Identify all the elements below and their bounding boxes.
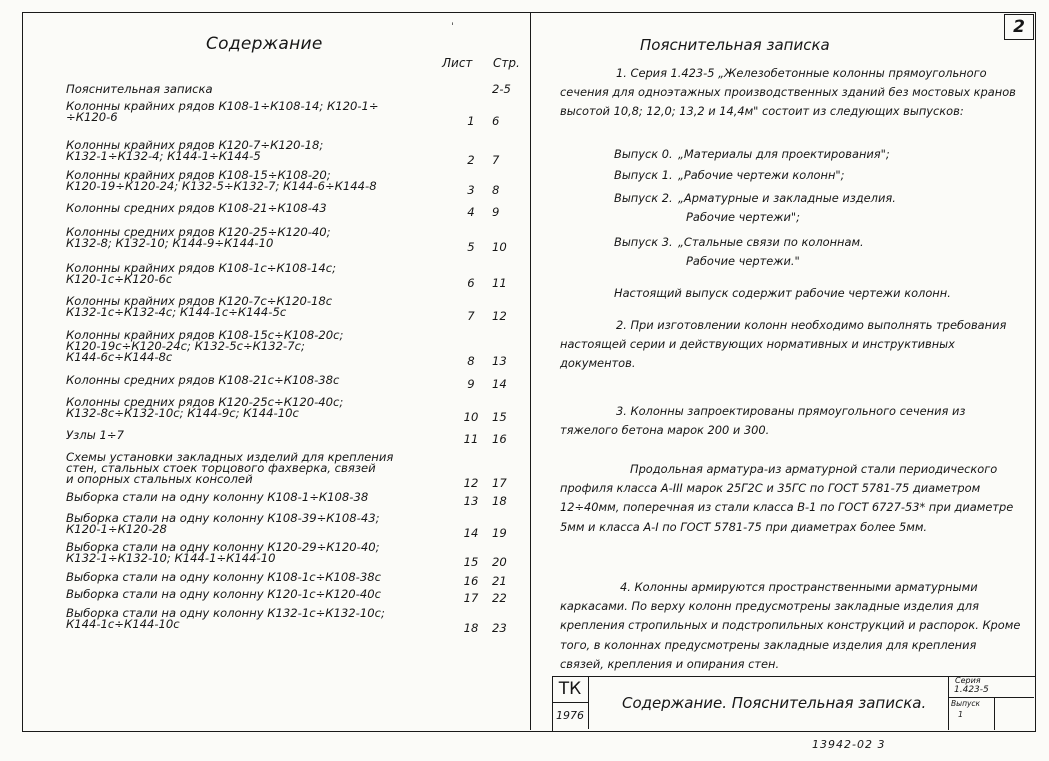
issue-1-text: „Рабочие чертежи колонн";: [678, 168, 845, 182]
toc-row-text: Колонны крайних рядов К120-7с÷К120-18с К132-1с÷К132-4с; К144-1с÷К144-5с: [66, 294, 333, 319]
note-title: Пояснительная записка: [640, 36, 830, 54]
stamp-year: 1976: [552, 703, 589, 729]
toc-row-page: 14: [492, 377, 507, 391]
stamp-divider: [948, 697, 1034, 698]
note-p3: 3. Колонны запроектированы прямоугольного сечения из тяжелого бетона марок 200 и 300.: [560, 404, 966, 438]
toc-row-page: 23: [492, 621, 507, 635]
toc-row-sheet: 7: [467, 309, 475, 323]
toc-row-page: 17: [492, 476, 507, 490]
note-p1: 1. Серия 1.423-5 „Железобетонные колонны прямоугольного сечения для одноэтажных производственных зданий без мостовых кранов высотой 10,8; 12,0; 13,2 и 14,4м" состоит из следующих выпусков:: [560, 66, 1016, 119]
toc-row-page: 11: [492, 276, 507, 290]
toc-row-text: Выборка стали на одну колонну К108-1с÷К108-38с: [66, 570, 381, 584]
note-paragraph-4: [560, 578, 1022, 674]
stamp-issue-value: 1: [958, 710, 964, 719]
toc-row-sheet: 16: [463, 574, 479, 588]
toc-row-page: 6: [492, 114, 500, 128]
page-number: 2: [1004, 14, 1034, 40]
toc-row-text: Выборка стали на одну колонну К108-1÷К108-38: [66, 490, 369, 504]
toc-row-text: Колонны средних рядов К120-25с÷К120-40с; К132-8с÷К132-10с; К144-9с; К144-10с: [66, 395, 344, 420]
stamp-org: ТК: [552, 676, 589, 703]
note-paragraph-2: [560, 316, 1022, 374]
toc-row-sheet: 8: [467, 354, 475, 368]
note-paragraph-3b: [560, 460, 1022, 537]
issue-3-text: „Стальные связи по колоннам.: [678, 235, 864, 249]
toc-row-sheet: 17: [463, 591, 479, 605]
toc-row-sheet: 5: [467, 240, 475, 254]
toc-row-text: Выборка стали на одну колонну К120-1с÷К120-40с: [66, 587, 381, 601]
toc-row-page: 21: [492, 574, 507, 588]
stamp-series-value: 1.423-5: [954, 685, 989, 695]
toc-row-sheet: 11: [463, 432, 479, 446]
issue-3-text2: Рабочие чертежи.": [686, 254, 800, 268]
toc-row-page: 22: [492, 591, 507, 605]
toc-row-text: Колонны средних рядов К108-21÷К108-43: [66, 201, 327, 215]
toc-row-page: 15: [492, 410, 507, 424]
toc-row-sheet: 2: [467, 153, 475, 167]
stamp-series-label: Серия: [955, 676, 981, 685]
toc-row-sheet: 15: [463, 555, 479, 569]
note-issues: [560, 141, 1022, 268]
toc-col-sheet: Лист: [442, 56, 473, 70]
toc-row-page: 7: [492, 153, 500, 167]
toc-row-text: Выборка стали на одну колонну К132-1с÷К132-10с; К144-1с÷К144-10с: [66, 606, 385, 631]
toc-row-sheet: 3: [467, 183, 475, 197]
note-current: [560, 284, 1022, 303]
toc-row-sheet: 18: [463, 621, 479, 635]
toc-row-page: 2-5: [492, 82, 511, 96]
toc-row-page: 20: [492, 555, 507, 569]
toc-row-page: 18: [492, 494, 507, 508]
toc-row-text: Колонны крайних рядов К120-7÷К120-18; К132-1÷К132-4; К144-1÷К144-5: [66, 138, 324, 163]
toc-row-text: Колонны крайних рядов К108-1÷К108-14; К120-1÷ ÷К120-6: [66, 99, 379, 124]
toc-row-text: Колонны средних рядов К120-25÷К120-40; К132-8; К132-10; К144-9÷К144-10: [66, 225, 331, 250]
note-paragraph-1: [560, 64, 1022, 122]
toc-row-page: 9: [492, 205, 500, 219]
toc-row-page: 8: [492, 183, 500, 197]
note-p-current: Настоящий выпуск содержит рабочие чертежи колонн.: [614, 286, 951, 300]
toc-row-sheet: 14: [463, 526, 479, 540]
issue-1-label: Выпуск 1.: [614, 168, 673, 182]
toc-title: Содержание: [206, 34, 323, 54]
stamp-title: Содержание. Пояснительная записка.: [622, 694, 927, 712]
toc-row-sheet: 4: [467, 205, 475, 219]
toc-row-text: Выборка стали на одну колонну К120-29÷К120-40; К132-1÷К132-10; К144-1÷К144-10: [66, 540, 380, 565]
toc-row-text: Колонны крайних рядов К108-15÷К108-20; К120-19÷К120-24; К132-5÷К132-7; К144-6÷К144-8: [66, 168, 377, 193]
note-p2: 2. При изготовлении колонн необходимо выполнять требования настоящей серии и действующих нормативных и инструктивных документов.: [560, 318, 1007, 371]
note-p3b: Продольная арматура-из арматурной стали периодического профиля класса А-III марок 25Г2С и 35ГС по ГОСТ 5781-75 диаметром 12÷40мм, поперечная из стали класса В-1 по ГОСТ 6727-53* при диаметре 5мм и класса А-I по ГОСТ 5781-75 при диаметрах более 5мм.: [560, 462, 1014, 534]
column-divider: [530, 12, 531, 730]
toc-row-text: Узлы 1÷7: [66, 428, 124, 442]
toc-row-sheet: 6: [467, 276, 475, 290]
toc-row-text: Выборка стали на одну колонну К108-39÷К108-43; К120-1÷К120-28: [66, 511, 380, 536]
toc-col-page: Стр.: [493, 56, 520, 70]
toc-row-page: 12: [492, 309, 507, 323]
sheet-code: 13942-02 3: [812, 738, 886, 751]
note-paragraph-3: [560, 402, 1022, 440]
toc-row-sheet: 9: [467, 377, 475, 391]
toc-row-text: Схемы установки закладных изделий для крепления стен, стальных стоек торцового фахверка, связей и опорных стальных консолей: [66, 450, 394, 486]
issue-2-text: „Арматурные и закладные изделия.: [678, 191, 896, 205]
issue-0-text: „Материалы для проектирования";: [678, 147, 890, 161]
toc-row-text: Колонны крайних рядов К108-15с÷К108-20с; К120-19с÷К120-24с; К132-5с÷К132-7с; К144-6с÷К144-8с: [66, 328, 344, 364]
toc-row-page: 19: [492, 526, 507, 540]
toc-row-sheet: 1: [467, 114, 475, 128]
note-p4: 4. Колонны армируются пространственными арматурными каркасами. По верху колонн предусмотрены закладные изделия для крепления стропильных и подстропильных конструкций и распорок. Кроме того, в колоннах предусмотрены закладные изделия для крепления связей, крепления и опирания стен.: [560, 580, 1021, 671]
toc-row-page: 13: [492, 354, 507, 368]
issue-2-label: Выпуск 2.: [614, 191, 673, 205]
toc-row-page: 16: [492, 432, 507, 446]
toc-row-text: Колонны крайних рядов К108-1с÷К108-14с; К120-1с÷К120-6с: [66, 261, 337, 286]
stamp-vline: [994, 697, 995, 730]
tick-mark: ˈ: [451, 22, 454, 33]
toc-row-page: 10: [492, 240, 507, 254]
toc-row-text: Пояснительная записка: [66, 82, 213, 96]
toc-row-sheet: 13: [463, 494, 479, 508]
toc-row-text: Колонны средних рядов К108-21с÷К108-38с: [66, 373, 340, 387]
issue-2-text2: Рабочие чертежи";: [686, 210, 800, 224]
issue-0-label: Выпуск 0.: [614, 147, 673, 161]
stamp-issue-label: Выпуск: [951, 699, 981, 708]
toc-row-sheet: 10: [463, 410, 479, 424]
toc-row-sheet: 12: [463, 476, 479, 490]
issue-3-label: Выпуск 3.: [614, 235, 673, 249]
